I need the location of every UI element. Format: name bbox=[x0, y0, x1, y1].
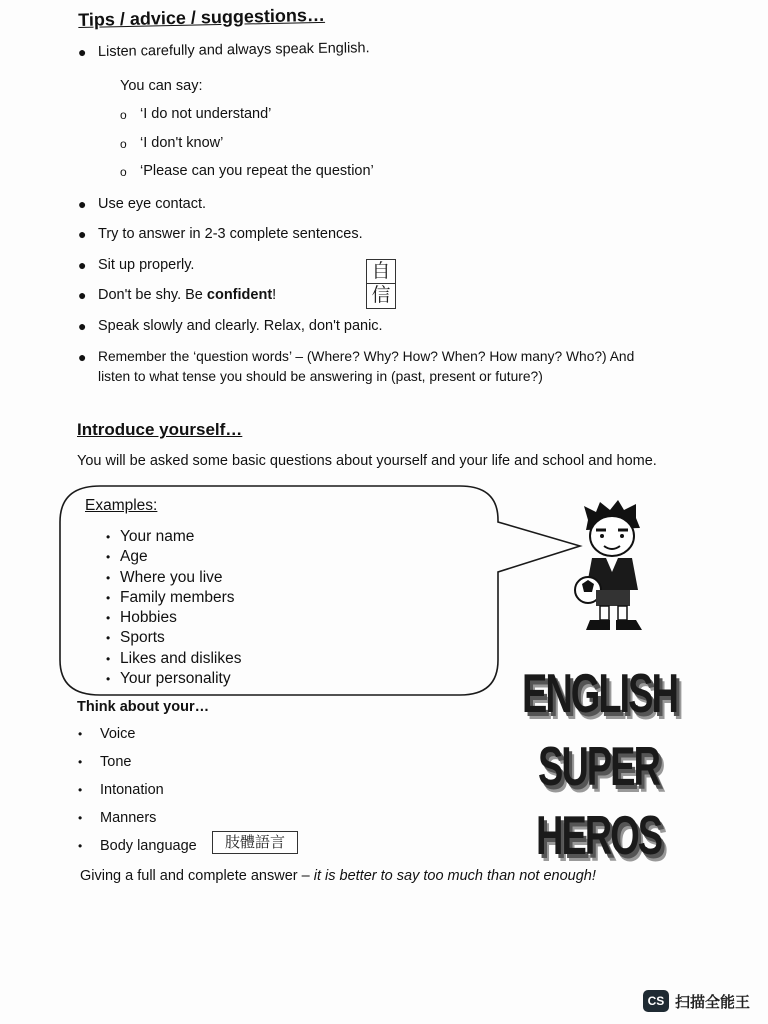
bullet-icon: • bbox=[78, 783, 83, 797]
examples-label: Examples: bbox=[85, 497, 158, 514]
confident-word: confident bbox=[206, 287, 273, 303]
intro-text: You will be asked some basic questions about yourself and your life and school and home. bbox=[77, 453, 657, 469]
hero-word-english: ENGLISH bbox=[522, 664, 677, 725]
list-item: • Body language bbox=[78, 838, 197, 854]
list-item: • Your personality bbox=[106, 669, 241, 689]
hero-word-heros: HEROS bbox=[536, 806, 662, 867]
list-item: • Tone bbox=[78, 754, 132, 770]
bullet-icon: ● bbox=[78, 44, 87, 60]
list-item: • Where you live bbox=[106, 568, 241, 588]
closing-sentence: Giving a full and complete answer – it is better to say too much than not enough! bbox=[80, 868, 596, 884]
you-can-say: You can say: bbox=[120, 78, 203, 94]
camscanner-watermark bbox=[643, 990, 750, 1012]
bullet-icon: ● bbox=[78, 226, 87, 242]
bullet-icon: ● bbox=[78, 318, 87, 334]
list-item: • Age bbox=[106, 547, 241, 567]
tips-heading: Tips / advice / suggestions… bbox=[78, 4, 326, 30]
hero-word-super: SUPER bbox=[538, 737, 659, 798]
circle-bullet-icon: o bbox=[120, 165, 127, 179]
list-item: • Likes and dislikes bbox=[106, 649, 241, 669]
introduce-heading: Introduce yourself… bbox=[77, 420, 243, 439]
bullet-icon: • bbox=[78, 839, 83, 853]
list-item: • Family members bbox=[106, 588, 241, 608]
think-list bbox=[78, 726, 197, 866]
examples-list bbox=[106, 527, 241, 689]
circle-bullet-icon: o bbox=[120, 137, 127, 151]
list-item: • Your name bbox=[106, 527, 241, 547]
list-item: • Intonation bbox=[78, 782, 164, 798]
body-language-chinese-label: 肢體語言 bbox=[212, 831, 298, 854]
bullet-icon: • bbox=[78, 811, 83, 825]
document-page: Tips / advice / suggestions… ● Listen carefully and always speak English. You can say: o ‘I do not understand’ o ‘I don't know’ o ‘Please can you repeat the question’ ● Use eye contact. ● Try to answer in 2-3 complete sentences. ● Sit up properly. ● Don't be shy. Be confident! ● Speak slowly and clearly. Relax, don't panic. ● Remember the ‘question words’ – (Where? Why? How? When? How many? Who?) And listen to what tense you should be answering in (past, present or future?) 自 信 Introduce yourself… You will be asked some basic questions about yourself and your life and school and home. Examples: • Your name • Age • Where you live • Family members • Hobbies • Sports • Likes and dislikes • Your personality ENGLISH SUPER HEROS Think about your… • Voice • Tone • Intonation • Manners • Body language 肢體語言 Giving a full and complete answer – it is better to say too much than not enough! CS 扫描全能王 bbox=[0, 0, 768, 1024]
bullet-icon: • bbox=[78, 755, 83, 769]
list-item: • Voice bbox=[78, 726, 136, 742]
cartoon-hero-icon bbox=[566, 500, 658, 640]
bullet-icon: ● bbox=[78, 287, 87, 303]
bullet-icon: ● bbox=[78, 196, 87, 212]
think-heading: Think about your… bbox=[77, 699, 210, 715]
bullet-icon: ● bbox=[78, 257, 87, 273]
bullet-icon: ● bbox=[78, 349, 87, 365]
bullet-icon: • bbox=[78, 727, 83, 741]
camscanner-app-name: 扫描全能王 bbox=[674, 992, 750, 1011]
list-item: • Hobbies bbox=[106, 608, 241, 628]
list-item: • Manners bbox=[78, 810, 157, 826]
camscanner-logo-icon: CS bbox=[643, 990, 669, 1012]
confidence-chinese-label: 自 信 bbox=[366, 259, 396, 309]
circle-bullet-icon: o bbox=[120, 108, 127, 122]
list-item: • Sports bbox=[106, 628, 241, 648]
